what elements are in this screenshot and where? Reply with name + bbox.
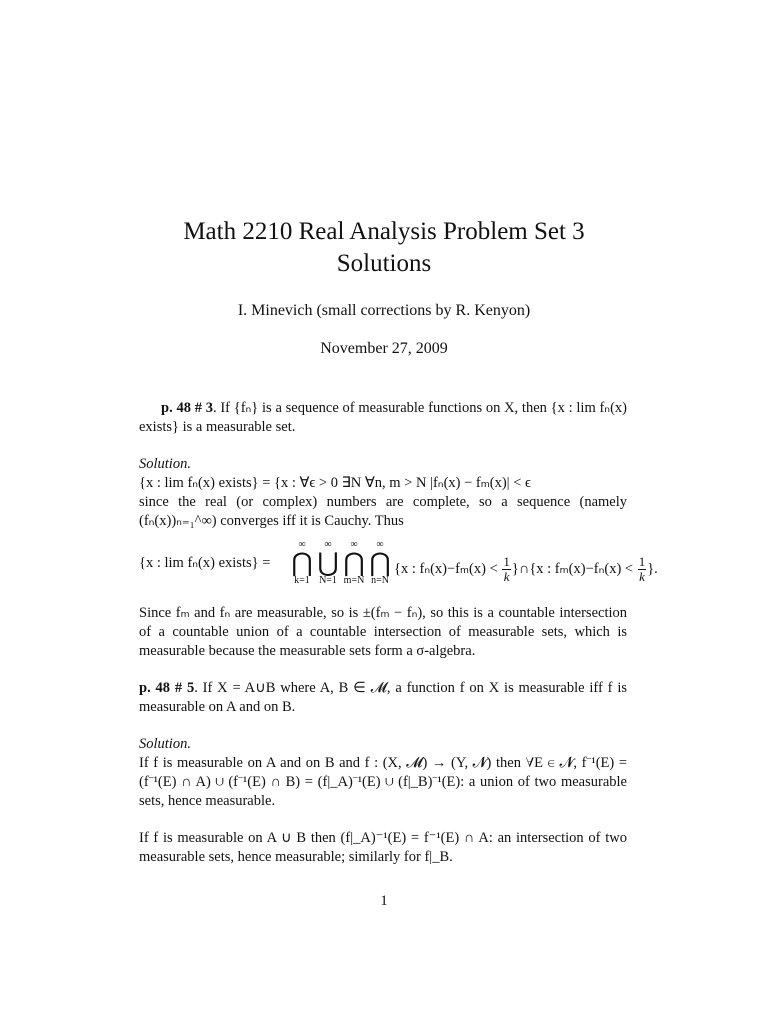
problem-2-statement xyxy=(139,679,627,717)
page-number: 1 xyxy=(380,893,388,909)
solution-2-paragraph-1: If f is measurable on A and on B and f : (X, 𝓜) → (Y, 𝓝) then ∀E ∈ 𝓝, f⁻¹(E) = (f⁻¹(E) ∩ A) ∪ (f⁻¹(E) ∩ B) = (f|_A)⁻¹(E) ∪ (f|_B)⁻¹(E): a union of two measurable sets, hence measurable. xyxy=(139,755,627,809)
equation-rhs: {x : fₙ(x)−fₘ(x) < $\frac{1}{k}$ }∩{x : fₘ(x)−fₙ(x) < $\frac{1}{k}$ }. xyxy=(394,554,658,584)
fraction-one-over-k-2: $\frac{1}{k}$ xyxy=(638,554,646,584)
date-line: November 27, 2009 xyxy=(320,340,448,357)
solution-label-2: Solution. xyxy=(139,736,191,752)
solution-label-1: Solution. xyxy=(139,456,191,472)
intersection-operator-m: ∞ ⋂ m=N xyxy=(343,539,365,586)
problem-1-statement xyxy=(139,399,627,437)
intersection-operator-k: ∞ ⋂ k=1 xyxy=(291,539,313,586)
solution-1-line-1: {x : lim fₙ(x) exists} = {x : ∀ϵ > 0 ∃N ∀n, m > N |fₙ(x) − fₘ(x)| < ϵ xyxy=(139,475,531,491)
equation-lhs: {x : lim fₙ(x) exists} = xyxy=(139,555,271,571)
problem-2-paragraph-2-block xyxy=(139,829,627,867)
problem-2-text: . If X = A∪B where A, B ∈ 𝓜, a function f on X is measurable iff f is measurable on A and on B. xyxy=(139,680,627,715)
problem-1-label: p. 48 # 3 xyxy=(161,400,213,416)
problem-1-text: . If {fₙ} is a sequence of measurable functions on X, then {x : lim fₙ(x) exists} is a measurable set. xyxy=(139,400,627,435)
problem-2-label: p. 48 # 5 xyxy=(139,680,195,696)
title-line-2: Solutions xyxy=(336,250,432,277)
closing-paragraph: Since fₘ and fₙ are measurable, so is ±(fₘ − fₙ), so this is a countable intersection of a countable union of a countable intersection of measurable sets, which is measurable because the measurable sets form a σ-algebra. xyxy=(139,605,627,659)
intersection-operator-n: ∞ ⋂ n=N xyxy=(369,539,391,586)
page-title xyxy=(0,216,768,280)
solution-2-paragraph-2: If f is measurable on A ∪ B then (f|_A)⁻¹(E) = f⁻¹(E) ∩ A: an intersection of two measurable sets, hence measurable; similarly for f|_B. xyxy=(139,830,627,865)
union-operator-N: ∞ ⋃ N=1 xyxy=(317,539,339,586)
author-line: I. Minevich (small corrections by R. Kenyon) xyxy=(237,302,531,319)
solution-1-line-2: since the real (or complex) numbers are complete, so a sequence (namely (fₙ(x))ₙ₌₁^∞) converges iff it is Cauchy. Thus xyxy=(139,494,627,529)
problem-1-closing xyxy=(139,604,627,661)
problem-2-solution xyxy=(139,735,627,811)
problem-1-solution xyxy=(139,455,627,531)
title-line-1: Math 2210 Real Analysis Problem Set 3 xyxy=(183,218,585,245)
display-equation xyxy=(139,540,719,590)
fraction-one-over-k: $\frac{1}{k}$ xyxy=(503,554,510,584)
